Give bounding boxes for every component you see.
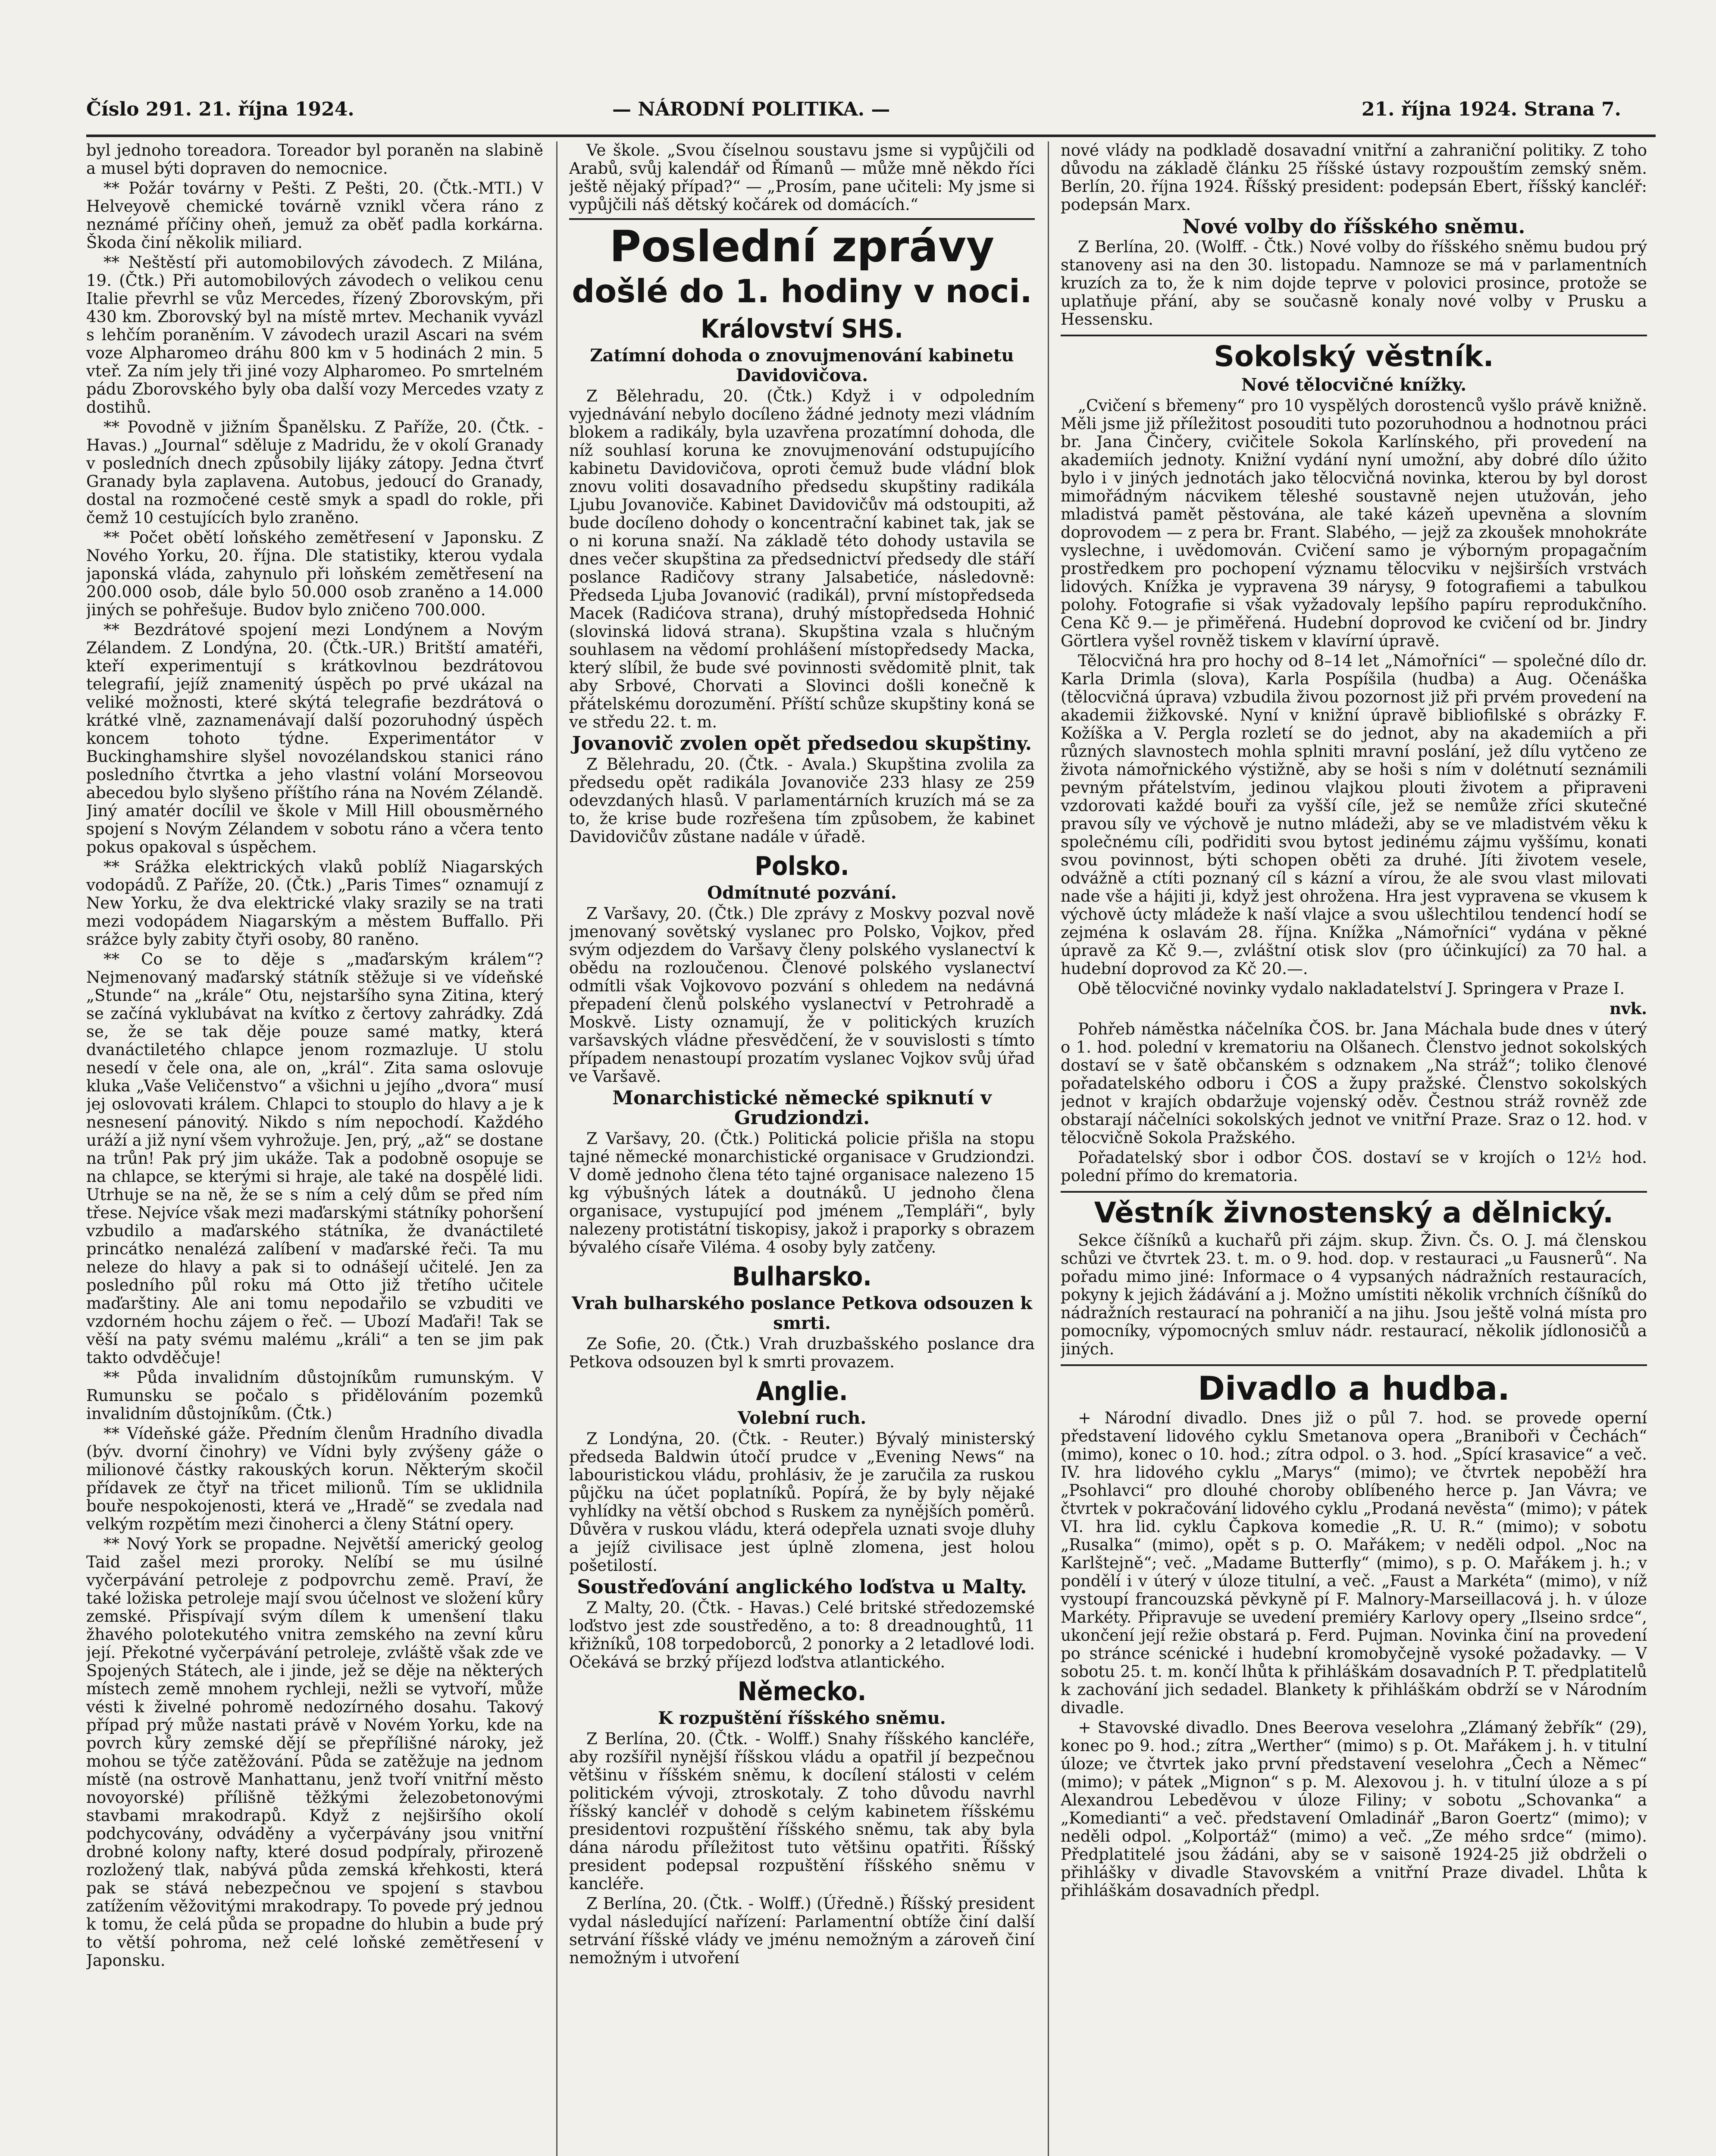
article-heading: Soustřeďování anglického loďstva u Malty. bbox=[577, 1576, 1027, 1598]
news-item: ** Co se to děje s „maďarským králem“? Nejmenovaný maďarský státník stěžuje si ve vídeňské „Stunde“ na „krále“ Otu, nejstaršího syna Zitina, který se začíná vyklubávat na kvítko z čertovy zahrádky. Zdá se, že se tak děje pouze samé matky, která dvanáctiletého chlapce jenom rozmazluje. U stolu nesedí v čele ona, ale on, „král“. Zita sama oslovuje kluka „Vaše Veličenstvo“ a všichni u jejího „dvora“ musí jej oslovovati králem. Chlapci to stouplo do hlavy a je k nesnesení pánovitý. Nikdo s ním nepochodí. Každého uráží a již nyní všem vyhrožuje. Jen, prý, „až“ se dostane na trůn! Pak prý jim ukáže. Tak a podobně osopuje se na chlapce, se kterými si hraje, ale také na dospělé lidi. Utrhuje se na ně, že se s ním a celý dům se před ním třese. Nejvíce však mezi maďarskými státníky pohoršení vzbudilo a maďarského státníka, že dvanáctileté princátko nenalézá zalíbení v maďarské řeči. Ta mu neleze do hlavy a pak si to odnášejí učitelé. Jen za posledního půl roku má Otto již třetího učitele maďarštiny. Ale ani tomu nepodařilo se vzbuditi ve vzdorném hochu zájem o řeč. — Ubozí Maďaři! Tak se věší na paty svému malému „králi“ a ten se jim pak takto odvděčuje! bbox=[86, 950, 543, 1367]
article-body: Z Londýna, 20. (Čtk. - Reuter.) Bývalý ministerský předseda Baldwin útočí prudce v „Evening News“ na labouristickou vládu, prohlásiv, že je zaručila za ruskou půjčku na účet poplatníků. Popírá, že by byly nějaké vyhlídky na větší obchod s Ruskem za nynějších poměrů. Důvěra v ruskou vládu, která odepřela uznati svoje dluhy a jejíž civilisace jest úplně zlomena, jest holou pošetilostí. bbox=[569, 1429, 1035, 1575]
column-divider bbox=[1048, 141, 1049, 2156]
article-body: Z Bělehradu, 20. (Čtk. - Avala.) Skupština zvolila za předsedu opět radikála Jovanoviče 233 hlasy ze 259 odevzdaných hlasů. V parlamentárních kruzích má se za to, že krise bude rozřešena tím způsobem, že kabinet Davidovičův zůstane nadále v úřadě. bbox=[569, 755, 1035, 846]
article-heading: Nové tělocvičné knížky. bbox=[1241, 375, 1467, 395]
anecdote: Ve škole. „Svou číselnou soustavu jsme si vypůjčili od Arabů, svůj kalendář od Římanů — může mně někdo říci ještě nějaký případ?“ — „Prosím, pane učiteli: My jsme si vypůjčili náš dětský kočárek od domácích.“ bbox=[569, 141, 1035, 214]
newspaper-title: — NÁRODNÍ POLITIKA. — bbox=[612, 98, 890, 120]
column-divider bbox=[556, 141, 557, 2156]
article-body: Z Berlína, 20. (Čtk. - Wolff.) (Úředně.) Říšský president vydal následující nařízení: Parlamentní obtíže činí další setrvání říšské vlády ve jménu nemožným a zároveň činí nemožným i utvoření bbox=[569, 1894, 1035, 1967]
author-signature: nvk. bbox=[1610, 999, 1647, 1018]
article-body: nové vlády na podkladě dosavadní vnitřní a zahraniční politiky. Z toho důvodu na základě článku 25 říšské ústavy rozpouštím zemský sněm. Berlín, 20. října 1924. Říšský president: podepsán Ebert, říšský kancléř: podepsán Marx. bbox=[1061, 141, 1647, 214]
news-item: ** Počet obětí loňského zemětřesení v Japonsku. Z Nového Yorku, 20. října. Dle statistiky, kterou vydala japonská vláda, zahynulo při loňském zemětřesení na 200.000 osob, dále bylo 50.000 osob zraněno a 14.000 jiných se pohřešuje. Budov bylo zničeno 700.000. bbox=[86, 528, 543, 619]
article-body: Z Malty, 20. (Čtk. - Havas.) Celé britské středozemské loďstvo jest zde soustředěno, a to: 8 dreadnoughtů, 11 křižníků, 108 torpedoborců, 2 ponorky a 2 letadlové lodi. Očekává se brzký příjezd loďstva atlantického. bbox=[569, 1598, 1035, 1671]
paragraph: byl jednoho toreadora. Toreador byl poraněn na slabině a musel býti dopraven do nemocnice. bbox=[86, 141, 543, 178]
section-heading: Divadlo a hudba. bbox=[1061, 1364, 1647, 1407]
article-body: Obě tělocvičné novinky vydalo nakladatelství J. Springera v Praze I. bbox=[1078, 979, 1625, 998]
article-body: „Cvičení s břemeny“ pro 10 vyspělých dorostenců vyšlo právě knižně. Měli jsme již příležitost posouditi tuto pozoruhodnou a hodnotnou práci br. Jana Činčery, cvičitele Sokola Karlínského, při provedení na akademiích jednoty. Knižní vydání nyní umožní, aby dobré dílo úžito bylo i v jiných jednotách jako tělocvičná novinka, kterou by byl dorost mimořádným nácvikem těleshé soustavně nejen utužován, jeho mladistvá pamět pěstována, ale také kázeň upevněna a slovním doprovodem — z pera br. Frant. Slabého, — jejž za zkoušek mnohokráte vyslechne, i uvědomován. Cvičení samo je výborným propagačním prostředkem pro pochopení významu tělocviku v nejširších vrstvách lidových. Knížka je vypravena 39 nárysy, 9 fotografiemi a tabulkou polohy. Fotografie si však vyžadovaly lepšího papíru reprodukčního. Cena Kč 9.— je přiměřená. Hudební doprovod ke cvičení od br. Jindry Görtlera vyšel rovněž tiskem v klavírní úpravě. bbox=[1061, 396, 1647, 650]
latest-news-banner: Poslední zprávy bbox=[569, 218, 1035, 270]
section-heading: Království SHS. bbox=[701, 314, 903, 344]
article-body: + Národní divadlo. Dnes již o půl 7. hod. se provede operní představení lidového cyklu Smetanova opera „Braniboři v Čechách“ (mimo), konec o 10. hod.; zítra odpol. o 3. hod. „Spící krasavice“ a več. IV. hra lidového cyklu „Marys“ (mimo); ve čtvrtek nepoběží hra „Psohlavci“ pro dlouhé choroby oblíbeného herce p. Jan Vávra; ve čtvrtek v pokračování lidového cyklu „Prodaná nevěsta“ (mimo); v pátek VI. hra lid. cyklu Čapkova komedie „R. U. R.“ (mimo); v sobotu „Rusalka“ (mimo), opět s p. O. Mařákem; v neděli odpol. „Noc na Karlštejně“; več. „Madame Butterfly“ (mimo), s p. O. Mařákem j. h.; v pondělí i v úterý v úloze titulní, a več. „Faust a Markéta“ (mimo), v níž vystoupí francouzská pěvkyně pí F. Malnory-Marseillacová j. h. v úloze Markéty. Připravuje se uvedení premiéry Karlovy opery „Ilseino srdce“, ukončení její režie obstará p. Ferd. Pujman. Novinka činí na provedení po stránce scénické i hudební kromobyčejně vysoké požadavky. — V sobotu 25. t. m. končí lhůta k přihláškám dosavadních P. T. předplatitelů k zachování jich sedadel. Blankety k přihláškám obdrží se v Národním divadle. bbox=[1061, 1409, 1647, 1717]
article-heading: Vrah bulharského poslance Petkova odsouzen k smrti. bbox=[571, 1293, 1033, 1333]
news-item: ** Bezdrátové spojení mezi Londýnem a Novým Zélandem. Z Londýna, 20. (Čtk.-UR.) Britští amatéři, kteří experimentují s krátkovlnou bezdrátovou telegrafií, jejíž znamenitý úspěch po prvé ukázal na veliké možnosti, které skýtá telegrafie bezdrátová o krátké vlně, zaznamenávají další pozoruhodný úspěch koncem tohoto týdne. Experimentátor v Buckinghamshire slyšel novozélandskou stanici ráno posledního čtvrtka a jeho vlastní volání Morseovou abecedou bylo slyšeno příštího rána na Novém Zélandě. Jiný amatér docílil ve škole v Mill Hill obousměrného spojení s Novým Zélandem v sobotu ráno a včera tento pokus opakoval s úspěchem. bbox=[86, 620, 543, 856]
article-body: Z Berlína, 20. (Wolff. - Čtk.) Nové volby do říšského sněmu budou prý stanoveny asi na den 30. listopadu. Namnoze se má v parlamentních kruzích za to, že k nim dojde teprve v polovici prosince, protože se uplatňuje přání, aby se současně konaly nové volby v Prusku a Hessensku. bbox=[1061, 238, 1647, 329]
article-heading: Jovanovič zvolen opět předsedou skupštiny. bbox=[572, 733, 1032, 755]
article-heading: Zatímní dohoda o znovujmenování kabinetu Davidovičova. bbox=[590, 345, 1014, 385]
article-heading: K rozpuštění říšského sněmu. bbox=[658, 1708, 946, 1728]
article-body: + Stavovské divadlo. Dnes Beerova veselohra „Zlámaný žebřík“ (29), konec po 9. hod.; zítra „Werther“ (mimo) s p. Ot. Mařákem j. h. v titulní úloze; ve čtvrtek jako první představení veselohra „Čech a Němec“ (mimo); v pátek „Mignon“ s p. M. Alexovou j. h. v titulní úloze a s pí Alexandrou Lebeděvou v úloze Filiny; v sobotu „Schovanka“ a „Komedianti“ a več. představení Omladinář „Baron Goertz“ (mimo); v neděli odpol. „Kolportáž“ (mimo) a več. „Ze mého srdce“ (mimo). Předplatitelé jsou žádáni, aby se v saisoně 1924-25 již obdrželi o přihlášky v divadle Stavovském a vnitřní Praze divadel. Lhůta k přihláškám dosavadních předpl. bbox=[1061, 1718, 1647, 1900]
article-body: Sekce číšníků a kuchařů při zájm. skup. Živn. Čs. O. J. má členskou schůzi ve čtvrtek 23. t. m. o 9. hod. dop. v restauraci „u Fausnerů“. Na pořadu mimo jiné: Informace o 4 vypsaných nádražních restauracích, pokyny k jejich žádávání a j. Možno umístiti několik vrchních číšníků do nádražních restaurací na pohraničí a na jihu. Jsou ještě volná místa pro pomocníky, výpomocných smluv nádr. restaurací, několik jídlonosičů a jiných. bbox=[1061, 1231, 1647, 1358]
article-heading: Odmítnuté pozvání. bbox=[707, 883, 897, 903]
article-body: Pořadatelský sbor i odbor ČOS. dostaví se v krojích o 12½ hod. polední přímo do krematoria. bbox=[1061, 1148, 1647, 1185]
header-rule bbox=[86, 135, 1656, 137]
section-heading: Sokolský věstník. bbox=[1061, 335, 1647, 373]
article-body: Tělocvičná hra pro hochy od 8–14 let „Námořníci“ — společné dílo dr. Karla Drimla (slova), Karla Pospíšila (hudba) a Aug. Očenáška (tělocvičná úprava) vzbudila živou pozornost již při prvém provedení na akademii žižkovské. Nyní v knižní úpravě bibliofilské s obrázky F. Kožíška a V. Pergla rozletí se do jednot, aby na akademiích a při různých slavnostech mohla splniti mravní poslání, jež dílu vytčeno ze života námořnického výstižně, aby se hoši s ním v dolétnutí seznámili pevným přátelstvím, jedinou vlajkou plouti životem a připraveni vzdorovati každé bouři za vyšší cíle, jež se nemůže zříci skutečné pravou síly ve výchově je nutno mládeži, aby se ve mladistvém věku k společnému cíli, podřiditi svou bytost jedinému zájmu vyššímu, konati svou povinnost, býti schopen oběti za druhé. Jíti životem vesele, odvážně a ctíti poznaný cíl s kázní a vírou, že ale svou vlast milovati nade vše a hájiti ji, když jest ohrožena. Hra jest vypravena se vkusem k výchově úcty mládeže k naší vlajce a svou ušlechtilou tendencí hodí se zejména k oslavám 28. října. Knížka „Námořníci“ vydána v pěkné úpravě za Kč 9.—, zvláštní otisk slov (pro účinkující) za 70 hal. a hudební doprovod za Kč 20.—. bbox=[1061, 652, 1647, 978]
news-item: ** Neštěstí při automobilových závodech. Z Milána, 19. (Čtk.) Při automobilových závodech o velikou cenu Italie převrhl se vůz Mercedes, řízený Zborovským, při 430 km. Zborovský byl na místě mrtev. Mechanik vyvázl s lehčím poraněním. V závodech urazil Ascari na svém voze Alpharomeo dráhu 800 km v 5 hodinách 2 min. 5 vteř. Za ním jely tři jiné vozy Alpharomeo. Po smrtelném pádu Zborovského byly oba další vozy Mercedes vzaty z dostihů. bbox=[86, 253, 543, 417]
article-body: Z Bělehradu, 20. (Čtk.) Když i v odpoledním vyjednávání nebylo docíleno žádné jednoty mezi vládním blokem a radikály, byla uzavřena prozatímní dohoda, dle níž souhlasí koruna ke znovujmenování odstupujícího kabinetu Davidovičova, oproti čemuž bude vládní blok znovu voliti dosavadního předsedu skupštiny radikála Ljubu Jovanoviče. Kabinet Davidovičův má odstoupiti, až bude docíleno dohody o koncentrační kabinet tak, jak se o ni koruna snaží. Na základě této dohody ustavila se dnes večer skupština za předsednictví předsedy dle stáří poslance Radičovy strany Jalsabetiće, následovně: Předseda Ljuba Jovanović (radikál), první místopředseda Macek (Radićova strana), druhý místopředseda Hohnić (slovinská lidová strana). Skupština vzala s hlučným souhlasem na vědomí prohlášení místopředsedy Macka, který slíbil, že bude své povinnosti svědomitě plnit, tak aby Srbové, Chorvati a Slovinci došli konečně k přátelskému dorozumění. Příští schůze skupštiny koná se ve středu 22. t. m. bbox=[569, 387, 1035, 731]
column-3 bbox=[1061, 141, 1647, 2156]
article-body: Pohřeb náměstka náčelníka ČOS. br. Jana Máchala bude dnes v úterý o 1. hod. polední v krematoriu na Olšanech. Členstvo jednot sokolských dostaví se v šatě občanském s odznakem „Na stráž“; toliko členové pořadatelského odboru i ČOS a župy pražské. Členstvo sokolských jednot v krajích obdaržuje vojenský oděv. Čestnou stráž rovněž zde obstarají náčelníci sokolských jednot ve vnitřní Praze. Sraz o 12. hod. v tělocvičně Sokola Pražského. bbox=[1061, 1020, 1647, 1147]
news-item: ** Půda invalidním důstojníkům rumunským. V Rumunsku se počalo s přidělováním pozemků invalidním důstojníkům. (Čtk.) bbox=[86, 1368, 543, 1423]
news-item: ** Vídeňské gáže. Předním členům Hradního divadla (býv. dvorní činohry) ve Vídni byly zvýšeny gáže o milionové částky rakouských korun. Některým skočil přídavek ze čtyř na třicet milionů. Tím se uklidnila bouře nespokojenosti, která ve „Hradě“ se zvedala nad velkým rozpětím mezi činoherci a členy Státní opery. bbox=[86, 1424, 543, 1533]
latest-news-subbanner: došlé do 1. hodiny v noci. bbox=[572, 273, 1032, 310]
news-item: ** Požár továrny v Pešti. Z Pešti, 20. (Čtk.-MTI.) V Helveyově chemické továrně vznikl včera ráno z neznámé příčiny oheň, jemuž za oběť padla korkárna. Škoda činí několik miliard. bbox=[86, 179, 543, 252]
news-item: ** Nový York se propadne. Největší americký geolog Taid zašel mezi proroky. Nelíbí se mu úsilné vyčerpávání petroleje z podpovrchu země. Praví, že také ložiska petroleje mají svou účelnost ve složení kůry zemské. Přispívají svým dílem k umenšení tlaku žhavého polotekutého vnitra zemského na zevní kůru její. Překotné vyčerpávání petroleje, zvláště však zde ve Spojených Státech, ale i jinde, jež se děje na některých místech země mnohem rychleji, nežli se vytvoří, může vésti k živelné pohromě nedozírného dosahu. Takový případ prý může nastati právě v Novém Yorku, kde na povrch kůry zemské dějí se přepřílišné nároky, jež mohou se týče zatěžování. Půda se zatěžuje na jednom místě (na ostrově Manhattanu, jenž tvoří vnitřní město novoyorské) přílišně těžkými železobetonovými stavbami mrakodrapů. Když z nejširšího okolí podchycovány, odváděny a vyčerpávány jsou vnitřní drobné kolony nafty, které dosud podpíraly, přirozeně rozložený tlak, nabývá půda zemská křehkosti, která pak se stává nebezpečnou ve spojení s stavbou zatížením věžovitými mrakodrapy. To povede prý jednou k tomu, že celá půda se propadne do hlubin a bude prý to větší pohroma, než celé loňské zemětřesení v Japonsku. bbox=[86, 1535, 543, 1970]
column-1 bbox=[86, 141, 543, 2156]
article-heading: Monarchistické německé spiknutí v Grudziondzi. bbox=[612, 1087, 992, 1129]
article-body: Z Varšavy, 20. (Čtk.) Politická policie přišla na stopu tajné německé monarchistické organisace v Grudziondzi. V domě jednoho člena této tajné organisace nalezeno 15 kg výbušných látek a doutnáků. U jednoho člena organisace, vystupující pod jménem „Templáři“, byly nalezeny protistátní tiskopisy, jakož i praporky s obrazem bývalého císaře Viléma. 4 osoby byly zatčeny. bbox=[569, 1129, 1035, 1257]
column-2 bbox=[569, 141, 1035, 2156]
section-heading: Bulharsko. bbox=[732, 1262, 872, 1292]
article-heading: Volební ruch. bbox=[737, 1408, 867, 1428]
article-body: Ze Sofie, 20. (Čtk.) Vrah druzbašského poslance dra Petkova odsouzen byl k smrti provazem. bbox=[569, 1335, 1035, 1371]
issue-number: Číslo 291. 21. října 1924. bbox=[86, 98, 354, 120]
article-body: Z Varšavy, 20. (Čtk.) Dle zprávy z Moskvy pozval nově jmenovaný sovětský vyslanec pro Polsko, Vojkov, před svým odjezdem do Varšavy členy polského vyslanectví k obědu na rozloučenou. Členové polského vyslanectví odmítli však Vojkovovo pozvání s ohledem na nedávná přepadení členů polského vyslanectví v Petrohradě a Moskvě. Listy oznamují, že v politických kruzích varšavských vládne přesvědčení, že v souvislosti s tímto případem nenastoupí prozatím vyslanec Vojkov svůj úřad ve Varšavě. bbox=[569, 904, 1035, 1086]
page-date-number: 21. října 1924. Strana 7. bbox=[1361, 98, 1621, 120]
article-heading: Nové volby do říšského sněmu. bbox=[1182, 215, 1525, 238]
news-item: ** Povodně v jižním Španělsku. Z Paříže, 20. (Čtk. - Havas.) „Journal“ sděluje z Madridu, že v okolí Granady v posledních dnech způsobily lijáky zátopy. Jedna čtvrť Granady byla zaplavena. Autobus, jedoucí do Granady, dostal na rozmočené cestě smyk a spadl do rokle, při čemž 10 cestujících bylo zraněno. bbox=[86, 418, 543, 527]
section-heading: Věstník živnostenský a dělnický. bbox=[1061, 1191, 1647, 1229]
section-heading: Anglie. bbox=[756, 1376, 848, 1407]
article-body: Z Berlína, 20. (Čtk. - Wolff.) Snahy říšského kancléře, aby rozšířil nynější říšskou vládu a opatřil jí bezpečnou většinu v říšském sněmu, k docílení stálosti v celém politickém vývoji, ztroskotaly. Z toho důvodu navrhl říšský kancléř v dohodě s celým kabinetem říšskému presidentovi rozpuštění říšského sněmu, tak aby byla dána národu příležitost tuto většinu opatřiti. Říšský president podepsal rozpuštění říšského sněmu v kancléře. bbox=[569, 1730, 1035, 1893]
news-item: ** Srážka elektrických vlaků poblíž Niagarských vodopádů. Z Paříže, 20. (Čtk.) „Paris Times“ oznamují z New Yorku, že dva elektrické vlaky srazily se na trati mezi vodopádem Niagarským a městem Buffallo. Při srážce byly zabity čtyři osoby, 80 raněno. bbox=[86, 858, 543, 949]
section-heading: Polsko. bbox=[755, 851, 849, 881]
section-heading: Německo. bbox=[737, 1677, 867, 1707]
